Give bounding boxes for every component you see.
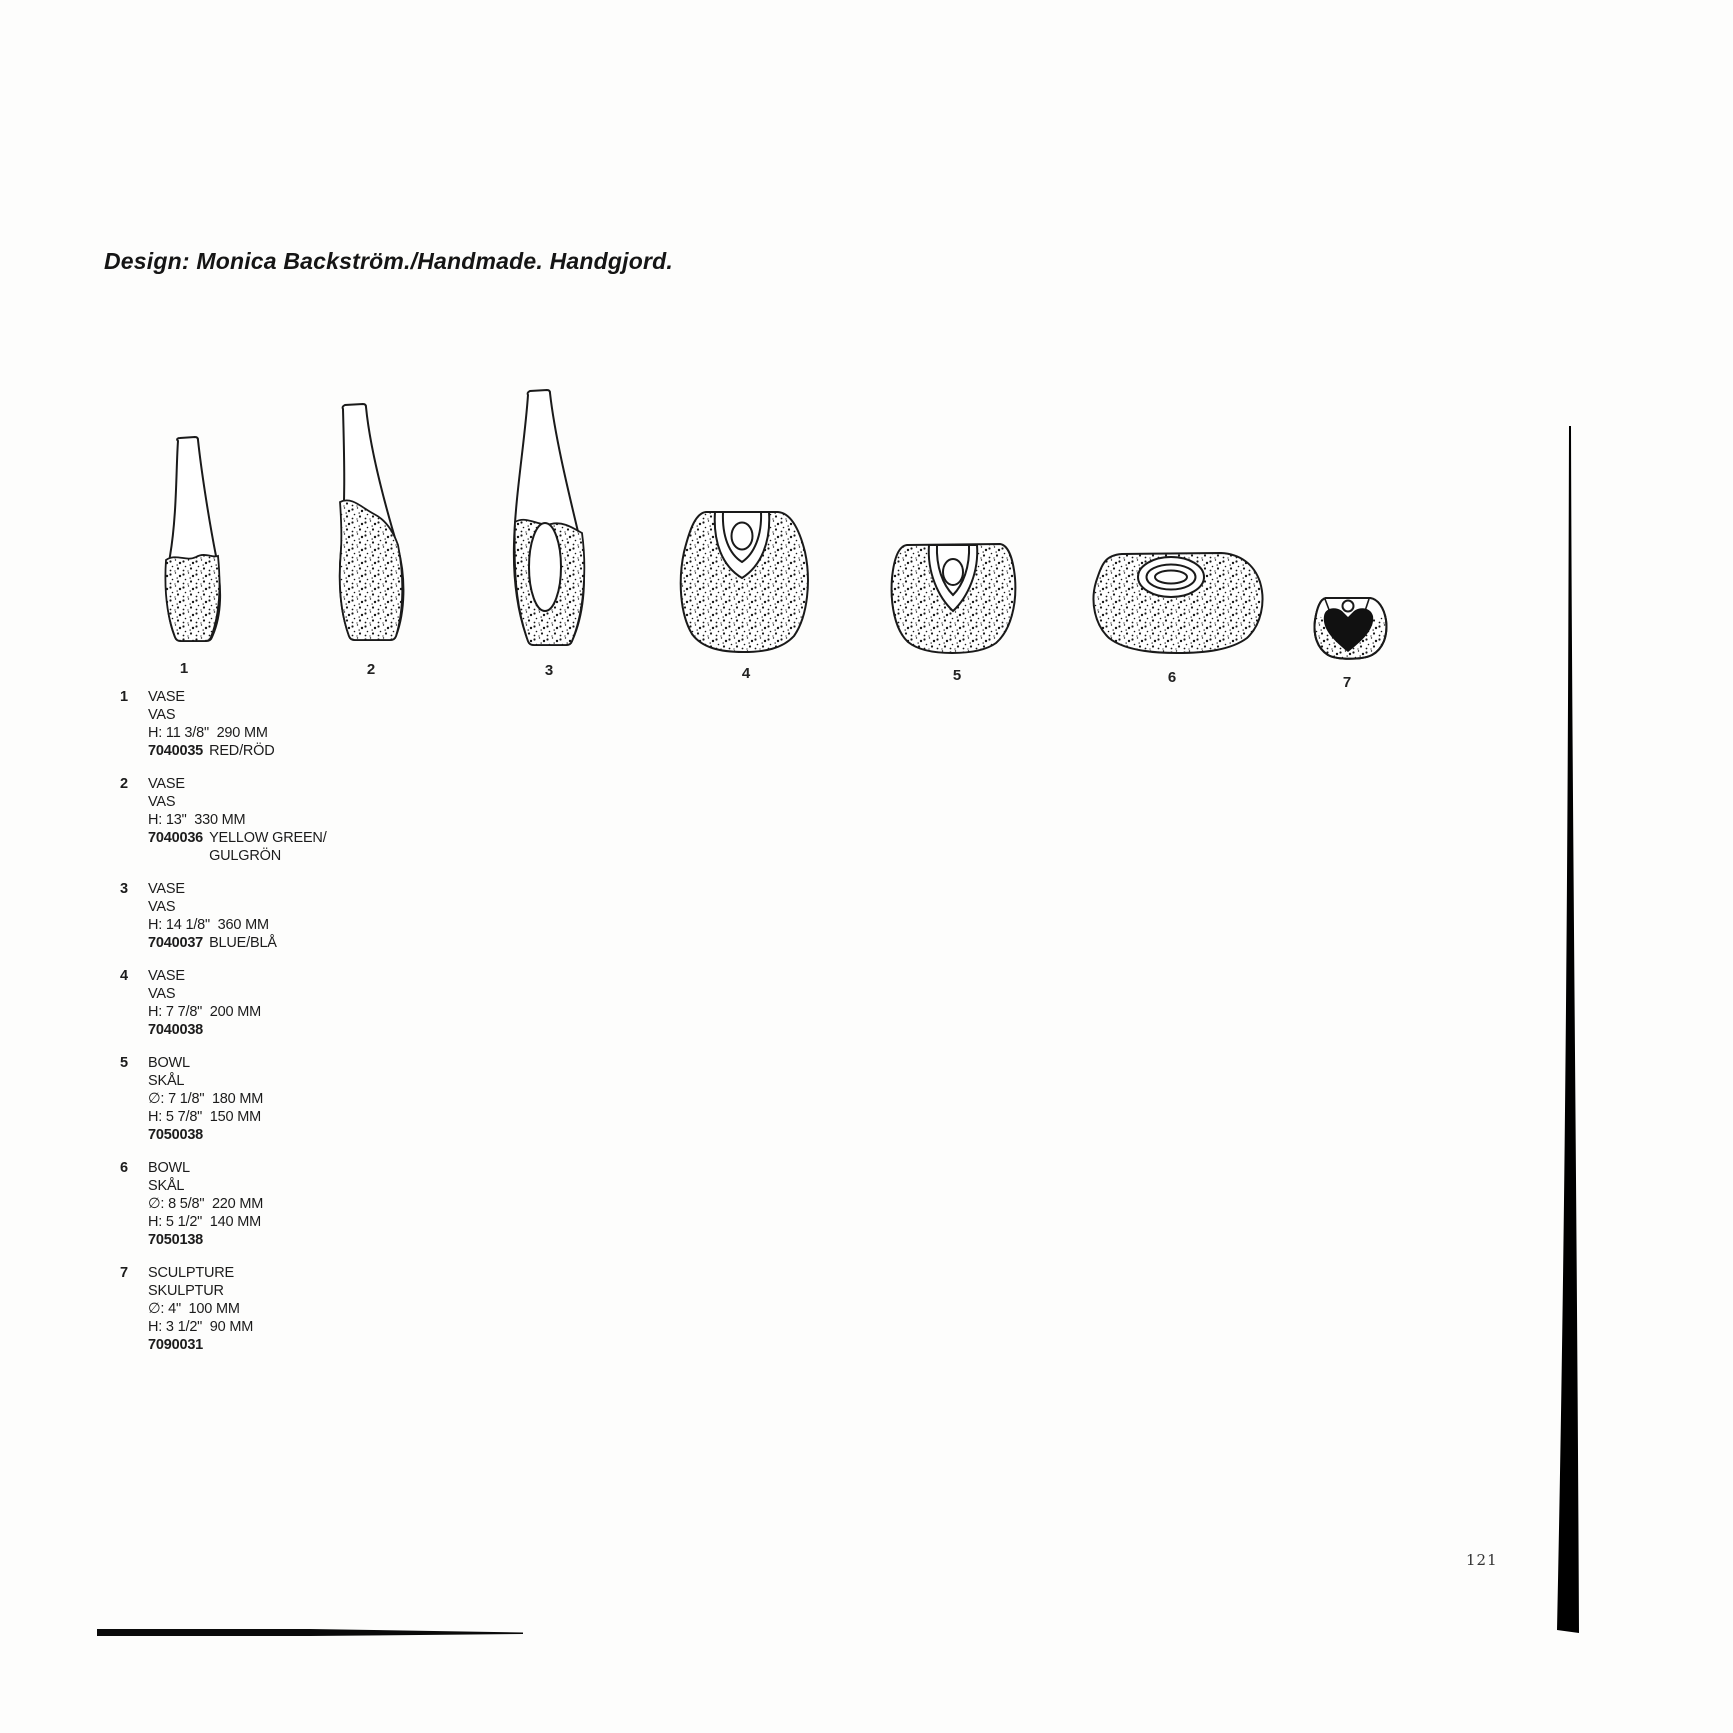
figure-caption-4: 4 [741, 665, 751, 682]
product-dimension: H: 14 1/8" 360 MM [148, 917, 269, 933]
product-name-sv: VAS [148, 707, 176, 723]
product-name-en: VASE [148, 968, 185, 984]
product-code: 7090031 [148, 1337, 204, 1353]
product-item-3 [120, 880, 450, 952]
product-item-4 [120, 967, 450, 1039]
product-dimension: ∅: 7 1/8" 180 MM [148, 1091, 264, 1107]
product-code: 7040037 [148, 935, 204, 951]
product-item-5 [120, 1054, 450, 1144]
product-color: YELLOW GREEN/ [209, 830, 327, 846]
product-number: 4 [120, 968, 129, 984]
product-code: 7040035 [148, 743, 204, 759]
product-name-sv: VAS [148, 794, 176, 810]
product-code-line [148, 829, 450, 865]
product-code: 7050038 [148, 1127, 204, 1143]
product-code: 7040036 [148, 830, 204, 846]
product-name-en: VASE [148, 881, 185, 897]
product-list [120, 688, 450, 1369]
product-name-sv: VAS [148, 986, 176, 1002]
product-color: BLUE/BLÅ [209, 935, 277, 951]
figure-bowl-6 [1094, 553, 1263, 653]
product-code-line [148, 934, 450, 952]
product-name-en: VASE [148, 776, 185, 792]
product-number: 3 [120, 881, 129, 897]
product-item-2 [120, 775, 450, 865]
product-code-line [148, 1336, 450, 1354]
figure-vase-4 [681, 512, 808, 652]
vase1-stipple-body [165, 555, 219, 641]
product-item-7 [120, 1264, 450, 1354]
figure-vase-2 [340, 404, 404, 640]
product-name-en: BOWL [148, 1160, 190, 1176]
product-name-sv: SKÅL [148, 1073, 185, 1089]
figure-caption-1: 1 [179, 660, 189, 677]
product-dimension: H: 5 7/8" 150 MM [148, 1109, 261, 1125]
figure-vase-1 [165, 437, 220, 641]
page-spine-shadow [1557, 426, 1579, 1633]
figure-vase-3 [514, 390, 584, 645]
vase2-stipple-body [340, 500, 402, 640]
product-color-cont: GULGRÖN [209, 848, 281, 864]
product-code: 7040038 [148, 1022, 204, 1038]
bowl5-opening-inner [943, 559, 963, 585]
product-dimension: H: 5 1/2" 140 MM [148, 1214, 261, 1230]
product-number: 5 [120, 1055, 129, 1071]
figure-caption-5: 5 [952, 667, 962, 684]
product-code: 7050138 [148, 1232, 204, 1248]
product-dimension: H: 11 3/8" 290 MM [148, 725, 268, 741]
product-number: 6 [120, 1160, 129, 1176]
page-title: Design: Monica Backström./Handmade. Handgjord. [104, 248, 673, 274]
product-code-line [148, 742, 450, 760]
product-name-en: VASE [148, 689, 185, 705]
product-dimension: H: 7 7/8" 200 MM [148, 1004, 261, 1020]
vase3-hole [529, 523, 561, 611]
product-dimension: H: 3 1/2" 90 MM [148, 1319, 254, 1335]
product-number: 7 [120, 1265, 129, 1281]
figure-caption-3: 3 [544, 662, 554, 679]
figure-sculpture-7 [1312, 596, 1390, 659]
product-dimension: ∅: 8 5/8" 220 MM [148, 1196, 264, 1212]
product-dimension: H: 13" 330 MM [148, 812, 246, 828]
sculpture7-ring [1343, 601, 1354, 612]
product-dimension: ∅: 4" 100 MM [148, 1301, 240, 1317]
bowl6-ring-inner [1155, 571, 1187, 584]
figure-caption-6: 6 [1167, 669, 1177, 686]
product-number: 1 [120, 689, 129, 705]
product-item-6 [120, 1159, 450, 1249]
product-code-line [148, 1126, 450, 1144]
product-name-sv: VAS [148, 899, 176, 915]
product-code-line [148, 1231, 450, 1249]
figure-caption-2: 2 [366, 661, 376, 678]
product-color: RED/RÖD [209, 743, 275, 759]
figure-caption-7: 7 [1342, 674, 1352, 691]
page-edge-line [97, 1629, 523, 1636]
figure-bowl-5 [892, 544, 1016, 653]
page-number: 121 [1466, 1551, 1498, 1569]
product-name-sv: SKULPTUR [148, 1283, 224, 1299]
vase4-opening-inner [732, 523, 753, 550]
product-number: 2 [120, 776, 129, 792]
product-name-sv: SKÅL [148, 1178, 185, 1194]
product-name-en: SCULPTURE [148, 1265, 235, 1281]
product-code-line [148, 1021, 450, 1039]
product-item-1 [120, 688, 450, 760]
product-name-en: BOWL [148, 1055, 190, 1071]
